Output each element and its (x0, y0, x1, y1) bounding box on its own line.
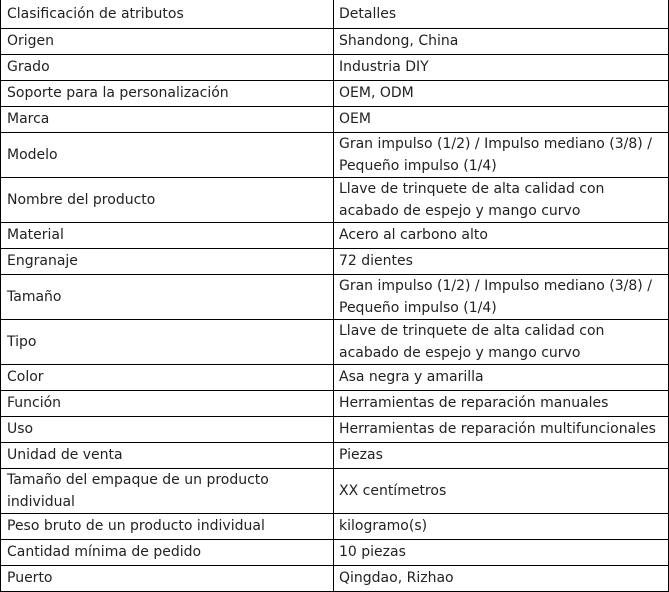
details-cell: 72 dientes (334, 248, 669, 274)
details-cell: Llave de trinquete de alta calidad con acabado de espejo y mango curvo (334, 319, 669, 364)
attribute-cell: Engranaje (1, 248, 334, 274)
table-row (1, 80, 669, 106)
table-row (1, 513, 669, 539)
attribute-cell: Unidad de venta (1, 442, 334, 468)
attribute-cell: Material (1, 222, 334, 248)
details-cell: Herramientas de reparación multifuncionales (334, 416, 669, 442)
attribute-cell: Grado (1, 54, 334, 80)
attribute-cell: Modelo (1, 132, 334, 177)
details-cell: Piezas (334, 442, 669, 468)
table-row (1, 468, 669, 513)
details-cell: Asa negra y amarilla (334, 364, 669, 390)
attribute-cell: Tipo (1, 319, 334, 364)
table-row (1, 54, 669, 80)
details-cell: Acero al carbono alto (334, 222, 669, 248)
table-row (1, 132, 669, 177)
attribute-cell: Tamaño (1, 274, 334, 319)
details-cell: kilogramo(s) (334, 513, 669, 539)
attribute-cell: Cantidad mínima de pedido (1, 539, 334, 565)
details-cell: Gran impulso (1/2) / Impulso mediano (3/8) / Pequeño impulso (1/4) (334, 132, 669, 177)
table-row (1, 28, 669, 54)
table-row (1, 274, 669, 319)
table-row (1, 222, 669, 248)
table-row (1, 177, 669, 222)
details-cell: Industria DIY (334, 54, 669, 80)
table-row (1, 106, 669, 132)
table-row (1, 319, 669, 364)
details-cell: XX centímetros (334, 468, 669, 513)
table-row (1, 416, 669, 442)
attribute-cell: Función (1, 390, 334, 416)
details-cell: OEM (334, 106, 669, 132)
table-row (1, 390, 669, 416)
table-row (1, 248, 669, 274)
attribute-cell: Nombre del producto (1, 177, 334, 222)
details-cell: Llave de trinquete de alta calidad con acabado de espejo y mango curvo (334, 177, 669, 222)
header-details-cell: Detalles (334, 0, 669, 28)
table-row (1, 442, 669, 468)
attribute-cell: Origen (1, 28, 334, 54)
details-cell: Gran impulso (1/2) / Impulso mediano (3/8) / Pequeño impulso (1/4) (334, 274, 669, 319)
details-cell: OEM, ODM (334, 80, 669, 106)
table-row (1, 565, 669, 591)
details-cell: 10 piezas (334, 539, 669, 565)
details-cell: Shandong, China (334, 28, 669, 54)
table-row (1, 539, 669, 565)
details-cell: Qingdao, Rizhao (334, 565, 669, 591)
attribute-cell: Tamaño del empaque de un producto individual (1, 468, 334, 513)
table-header-row (1, 0, 669, 28)
header-attribute-cell: Clasificación de atributos (1, 0, 334, 28)
attribute-cell: Peso bruto de un producto individual (1, 513, 334, 539)
attribute-cell: Marca (1, 106, 334, 132)
attribute-cell: Puerto (1, 565, 334, 591)
table-row (1, 364, 669, 390)
details-cell: Herramientas de reparación manuales (334, 390, 669, 416)
attribute-cell: Uso (1, 416, 334, 442)
attribute-cell: Color (1, 364, 334, 390)
attribute-cell: Soporte para la personalización (1, 80, 334, 106)
